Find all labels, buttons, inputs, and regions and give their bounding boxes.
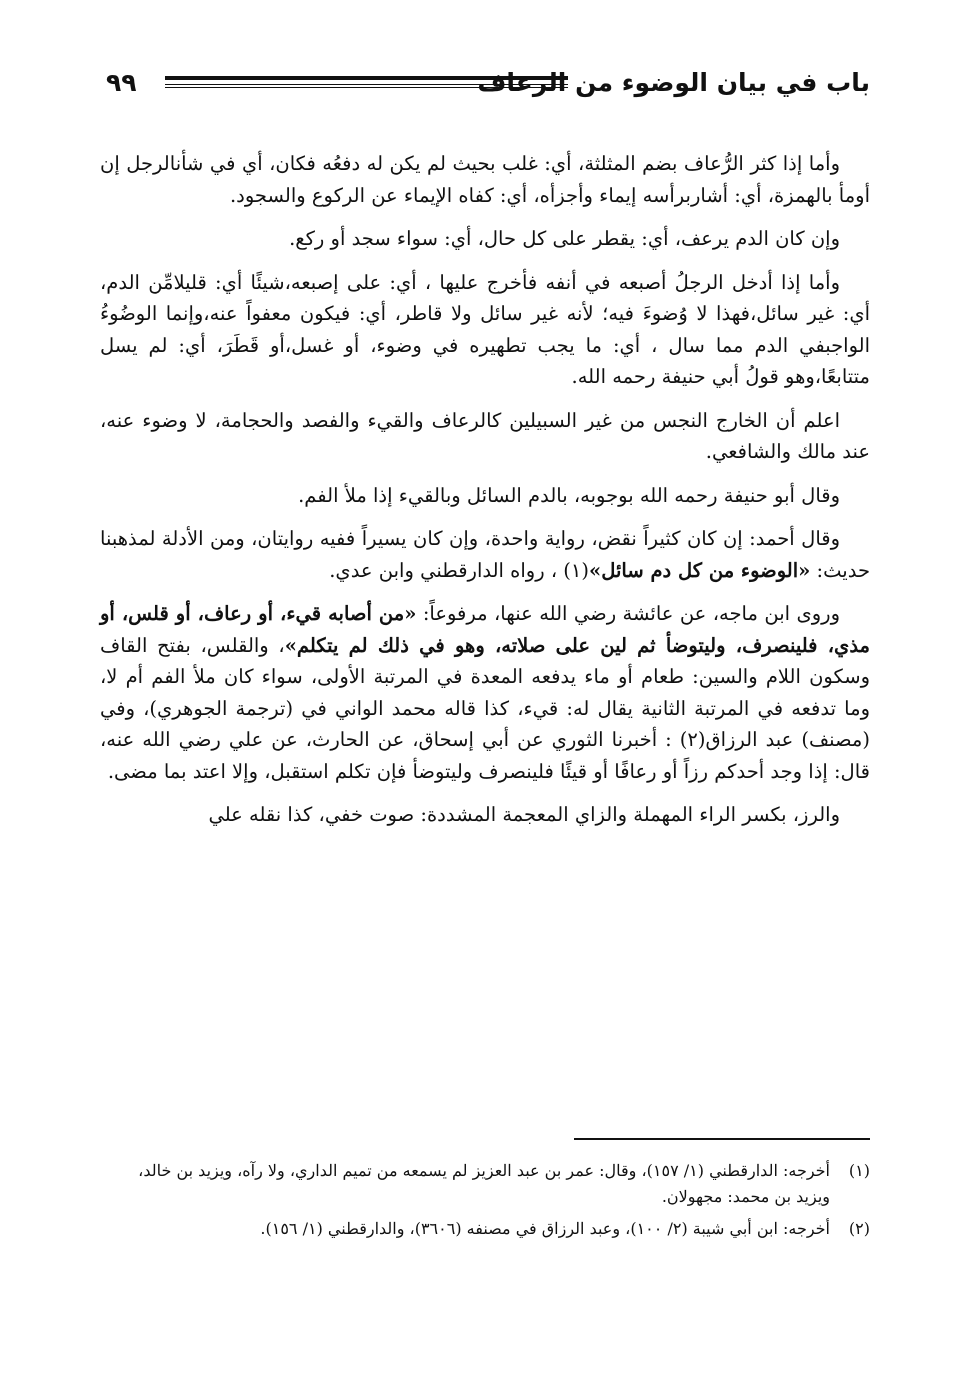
footnote-number: (١)	[848, 1161, 870, 1180]
footnote	[100, 1158, 870, 1210]
paragraph-text: وقال أبو حنيفة رحمه الله بوجوبه، بالدم السائل وبالقيء إذا ملأ الفم.	[298, 483, 840, 507]
paragraph-text: والرز، بكسر الراء المهملة والزاي المعجمة المشددة: صوت خفي، كذا نقله علي	[208, 803, 840, 826]
paragraph-text: وقال أحمد: إن كان كثيراً نقض، رواية واحدة، وإن كان يسيراً ففيه روايتان، ومن الأدلة لمذهبنا حديث:	[100, 527, 870, 582]
main-text	[100, 148, 870, 843]
paragraph-text: (١) ، رواه الدارقطني وابن عدي.	[329, 558, 590, 582]
footnote-text: أخرجه: الدارقطني (١/ ١٥٧)، وقال: عمر بن عبد العزيز لم يسمعه من تميم الداري، ولا رآه، ويزيد بن خالد، ويزيد بن محمد: مجهولان.	[138, 1161, 830, 1206]
paragraph-text: وروى ابن ماجه، عن عائشة رضي الله عنها، مرفوعاً:	[416, 602, 840, 625]
page-number: ٩٩	[106, 68, 137, 97]
paragraph-text: وإن كان الدم يرعف، أي: يقطر على كل حال، أي: سواء سجد أو ركع.	[289, 227, 840, 250]
paragraph	[100, 799, 870, 831]
footnote-text: أخرجه: ابن أبي شيبة (٢/ ١٠٠)، وعبد الرزاق في مصنفه (٣٦٠٦)، والدارقطني (١/ ١٥٦).	[260, 1219, 830, 1238]
paragraph	[100, 598, 870, 787]
page-header	[100, 62, 870, 102]
footnote-separator	[574, 1138, 870, 1140]
hadith-quote: «من أصابه قيء، أو رعاف، أو قلس، أو مذي، فلينصرف، وليتوضأ ثم لين على صلاته، وهو في ذلك لم يتكلم»	[100, 602, 870, 657]
footnotes	[100, 1158, 870, 1248]
paragraph-text: وأما إذا كثر الرُّعاف بضم المثلثة، أي: غلب بحيث لم يكن له دفعُه فكان، أي في شأنالرجل إن أومأ بالهمزة، أي: أشاربرأسه إيماء وأجزأه، أي: كفاه الإيماء عن الركوع والسجود.	[100, 152, 870, 207]
paragraph	[100, 267, 870, 393]
paragraph-text: ، والقلس، بفتح القاف وسكون اللام والسين: طعام أو ماء يدفعه المعدة في المرتبة الأولى، سواء كان ملأ الفم أم لا، وما تدفعه في المرتبة الثانية يقال له: قيء، كذا قاله محمد الواني في (ترجمة الجوهري)، وفي (مصنف) عبد الرزاق(٢) : أخبرنا الثوري عن أبي إسحاق، عن الحارث، عن علي رضي الله عنه، قال: إذا وجد أحدكم رزاً أو رعافًا أو قيئًا فلينصرف وليتوضأ فإن تكلم استقبل، وإلا اعتد بما مضى.	[100, 633, 870, 783]
footnote-number: (٢)	[848, 1219, 870, 1238]
paragraph	[100, 405, 870, 468]
header-rule-thin	[165, 87, 568, 88]
hadith-quote: «الوضوء من كل دم سائل»	[589, 558, 811, 582]
paragraph-text: اعلم أن الخارج النجس من غير السبيلين كالرعاف والقيء والفصد والحجامة، لا وضوء عنه، عند مالك والشافعي.	[100, 408, 870, 463]
paragraph	[100, 480, 870, 512]
paragraph	[100, 148, 870, 211]
running-title: باب في بيان الوضوء من الرعاف	[477, 68, 870, 97]
paragraph	[100, 523, 870, 586]
footnote	[100, 1216, 870, 1242]
header-rule	[165, 76, 568, 85]
paragraph	[100, 223, 870, 255]
paragraph-text: وأما إذا أدخل الرجلُ أصبعه في أنفه فأخرج عليها ، أي: على إصبعه،شيئًا أي: قليلامِّن الدم، أي: غير سائل،فهذا لا وُضوءَ فيه؛ لأنه غير سائل ولا قاطر، أي: فيكون معفواً عنه،وإنما الوضُوءُ الواجبفي الدم مما سال ، أي: ما يجب تطهيره في وضوء، أو غسل،أو قَطَرَ، أي: لم يسل متتابعًا،وهو قولُ أبي حنيفة رحمه الله.	[100, 270, 870, 388]
